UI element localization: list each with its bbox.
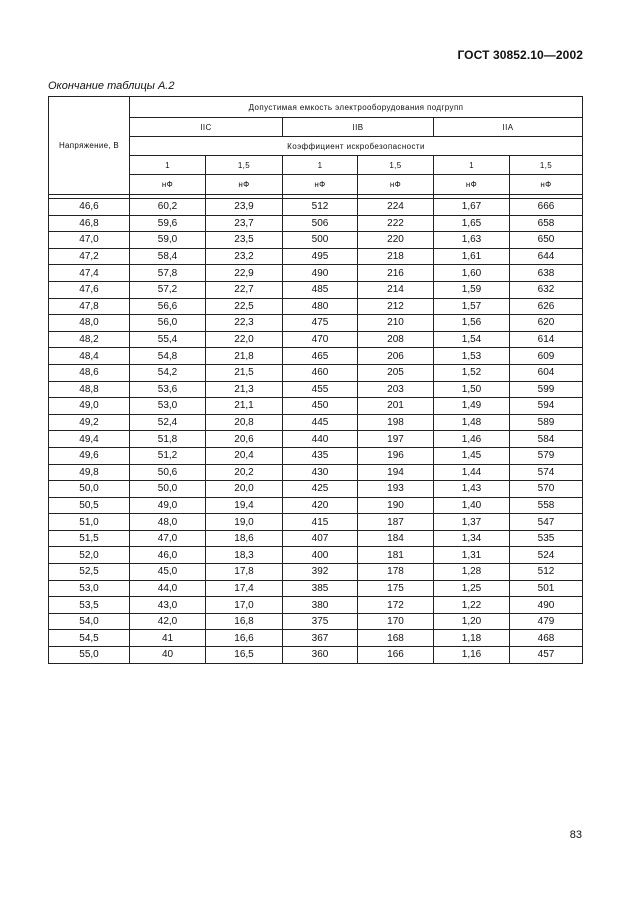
table-row bbox=[49, 630, 583, 647]
voltage-cell: 47,0 bbox=[49, 232, 130, 249]
capacity-header: Допустимая емкость электрооборудования подгрупп bbox=[130, 97, 583, 118]
iib-1-5-cell: 201 bbox=[358, 398, 434, 415]
iic-1-5-cell: 19,4 bbox=[206, 497, 283, 514]
group-header-iia: IIA bbox=[434, 118, 583, 137]
iia-1-cell: 1,37 bbox=[434, 514, 510, 531]
iia-1-cell: 1,60 bbox=[434, 265, 510, 282]
iia-1-5-cell: 650 bbox=[510, 232, 583, 249]
iia-1-cell: 1,65 bbox=[434, 215, 510, 232]
iib-1-cell: 425 bbox=[283, 481, 358, 498]
iib-1-cell: 500 bbox=[283, 232, 358, 249]
unit-label: нФ bbox=[206, 175, 283, 195]
iia-1-5-cell: 584 bbox=[510, 431, 583, 448]
unit-label: нФ bbox=[130, 175, 206, 195]
iib-1-cell: 470 bbox=[283, 331, 358, 348]
iib-1-5-cell: 175 bbox=[358, 580, 434, 597]
group-header-iib: IIB bbox=[283, 118, 434, 137]
iic-1-cell: 49,0 bbox=[130, 497, 206, 514]
table-row bbox=[49, 613, 583, 630]
iia-1-cell: 1,59 bbox=[434, 281, 510, 298]
coef-value: 1 bbox=[130, 156, 206, 175]
coef-value: 1,5 bbox=[206, 156, 283, 175]
iia-1-5-cell: 479 bbox=[510, 613, 583, 630]
iib-1-5-cell: 218 bbox=[358, 248, 434, 265]
voltage-cell: 53,5 bbox=[49, 597, 130, 614]
table-row bbox=[49, 580, 583, 597]
iic-1-5-cell: 18,6 bbox=[206, 530, 283, 547]
table-row bbox=[49, 564, 583, 581]
iia-1-5-cell: 644 bbox=[510, 248, 583, 265]
iib-1-cell: 445 bbox=[283, 414, 358, 431]
iic-1-cell: 47,0 bbox=[130, 530, 206, 547]
iib-1-cell: 360 bbox=[283, 647, 358, 664]
iic-1-cell: 51,8 bbox=[130, 431, 206, 448]
table-body bbox=[49, 199, 583, 664]
voltage-cell: 50,5 bbox=[49, 497, 130, 514]
iic-1-cell: 53,6 bbox=[130, 381, 206, 398]
iib-1-5-cell: 178 bbox=[358, 564, 434, 581]
iic-1-cell: 44,0 bbox=[130, 580, 206, 597]
iic-1-cell: 42,0 bbox=[130, 613, 206, 630]
iia-1-5-cell: 594 bbox=[510, 398, 583, 415]
iic-1-cell: 57,2 bbox=[130, 281, 206, 298]
page-number: 83 bbox=[569, 829, 582, 841]
iib-1-5-cell: 170 bbox=[358, 613, 434, 630]
coef-value: 1,5 bbox=[510, 156, 583, 175]
iib-1-5-cell: 206 bbox=[358, 348, 434, 365]
voltage-cell: 46,8 bbox=[49, 215, 130, 232]
iia-1-cell: 1,45 bbox=[434, 447, 510, 464]
iic-1-cell: 56,6 bbox=[130, 298, 206, 315]
iib-1-5-cell: 210 bbox=[358, 315, 434, 332]
iic-1-cell: 60,2 bbox=[130, 199, 206, 216]
iia-1-5-cell: 589 bbox=[510, 414, 583, 431]
iib-1-cell: 475 bbox=[283, 315, 358, 332]
iic-1-5-cell: 22,9 bbox=[206, 265, 283, 282]
iic-1-5-cell: 16,5 bbox=[206, 647, 283, 664]
iib-1-cell: 485 bbox=[283, 281, 358, 298]
voltage-cell: 49,6 bbox=[49, 447, 130, 464]
iic-1-cell: 59,6 bbox=[130, 215, 206, 232]
voltage-cell: 52,0 bbox=[49, 547, 130, 564]
iia-1-cell: 1,22 bbox=[434, 597, 510, 614]
capacity-table bbox=[48, 96, 583, 664]
iic-1-cell: 57,8 bbox=[130, 265, 206, 282]
coef-value: 1 bbox=[283, 156, 358, 175]
voltage-cell: 47,4 bbox=[49, 265, 130, 282]
iic-1-cell: 41 bbox=[130, 630, 206, 647]
iia-1-5-cell: 512 bbox=[510, 564, 583, 581]
iia-1-cell: 1,18 bbox=[434, 630, 510, 647]
iib-1-cell: 367 bbox=[283, 630, 358, 647]
unit-label: нФ bbox=[358, 175, 434, 195]
iib-1-cell: 430 bbox=[283, 464, 358, 481]
iic-1-cell: 40 bbox=[130, 647, 206, 664]
iic-1-5-cell: 21,3 bbox=[206, 381, 283, 398]
iic-1-5-cell: 20,0 bbox=[206, 481, 283, 498]
iib-1-5-cell: 187 bbox=[358, 514, 434, 531]
iia-1-cell: 1,54 bbox=[434, 331, 510, 348]
iic-1-5-cell: 23,7 bbox=[206, 215, 283, 232]
iib-1-5-cell: 166 bbox=[358, 647, 434, 664]
iic-1-5-cell: 16,8 bbox=[206, 613, 283, 630]
iib-1-5-cell: 197 bbox=[358, 431, 434, 448]
iib-1-5-cell: 220 bbox=[358, 232, 434, 249]
table-row bbox=[49, 232, 583, 249]
iia-1-cell: 1,46 bbox=[434, 431, 510, 448]
table-row bbox=[49, 364, 583, 381]
table-row bbox=[49, 199, 583, 216]
table-row bbox=[49, 215, 583, 232]
iic-1-5-cell: 23,9 bbox=[206, 199, 283, 216]
iic-1-cell: 50,0 bbox=[130, 481, 206, 498]
coef-value: 1,5 bbox=[358, 156, 434, 175]
iia-1-cell: 1,44 bbox=[434, 464, 510, 481]
voltage-cell: 48,6 bbox=[49, 364, 130, 381]
iia-1-cell: 1,53 bbox=[434, 348, 510, 365]
iib-1-cell: 435 bbox=[283, 447, 358, 464]
iia-1-cell: 1,20 bbox=[434, 613, 510, 630]
iia-1-5-cell: 666 bbox=[510, 199, 583, 216]
iib-1-cell: 407 bbox=[283, 530, 358, 547]
iia-1-5-cell: 535 bbox=[510, 530, 583, 547]
iic-1-cell: 51,2 bbox=[130, 447, 206, 464]
iib-1-5-cell: 212 bbox=[358, 298, 434, 315]
iib-1-5-cell: 194 bbox=[358, 464, 434, 481]
iic-1-5-cell: 22,0 bbox=[206, 331, 283, 348]
iib-1-5-cell: 184 bbox=[358, 530, 434, 547]
iib-1-5-cell: 224 bbox=[358, 199, 434, 216]
iia-1-cell: 1,50 bbox=[434, 381, 510, 398]
iib-1-cell: 465 bbox=[283, 348, 358, 365]
coef-value: 1 bbox=[434, 156, 510, 175]
voltage-cell: 47,8 bbox=[49, 298, 130, 315]
iib-1-5-cell: 216 bbox=[358, 265, 434, 282]
iib-1-cell: 380 bbox=[283, 597, 358, 614]
iic-1-5-cell: 22,3 bbox=[206, 315, 283, 332]
unit-label: нФ bbox=[434, 175, 510, 195]
iia-1-cell: 1,67 bbox=[434, 199, 510, 216]
voltage-cell: 51,0 bbox=[49, 514, 130, 531]
voltage-cell: 48,8 bbox=[49, 381, 130, 398]
iic-1-5-cell: 21,8 bbox=[206, 348, 283, 365]
iib-1-5-cell: 193 bbox=[358, 481, 434, 498]
iia-1-5-cell: 614 bbox=[510, 331, 583, 348]
iia-1-5-cell: 524 bbox=[510, 547, 583, 564]
voltage-cell: 49,0 bbox=[49, 398, 130, 415]
iic-1-5-cell: 21,5 bbox=[206, 364, 283, 381]
table-row bbox=[49, 464, 583, 481]
table-row bbox=[49, 381, 583, 398]
iia-1-5-cell: 599 bbox=[510, 381, 583, 398]
iia-1-5-cell: 501 bbox=[510, 580, 583, 597]
voltage-cell: 47,6 bbox=[49, 281, 130, 298]
iib-1-cell: 450 bbox=[283, 398, 358, 415]
table-row bbox=[49, 647, 583, 664]
iic-1-5-cell: 19,0 bbox=[206, 514, 283, 531]
iic-1-cell: 54,8 bbox=[130, 348, 206, 365]
iib-1-cell: 392 bbox=[283, 564, 358, 581]
voltage-cell: 50,0 bbox=[49, 481, 130, 498]
iia-1-5-cell: 658 bbox=[510, 215, 583, 232]
iib-1-5-cell: 214 bbox=[358, 281, 434, 298]
document-code: ГОСТ 30852.10—2002 bbox=[457, 48, 583, 62]
table-row bbox=[49, 414, 583, 431]
iia-1-cell: 1,61 bbox=[434, 248, 510, 265]
iib-1-cell: 480 bbox=[283, 298, 358, 315]
voltage-cell: 49,2 bbox=[49, 414, 130, 431]
iic-1-5-cell: 20,4 bbox=[206, 447, 283, 464]
table-row bbox=[49, 497, 583, 514]
iib-1-cell: 460 bbox=[283, 364, 358, 381]
table-row bbox=[49, 431, 583, 448]
table-header bbox=[49, 97, 583, 199]
table-row bbox=[49, 265, 583, 282]
table-row bbox=[49, 597, 583, 614]
iib-1-cell: 512 bbox=[283, 199, 358, 216]
iia-1-5-cell: 468 bbox=[510, 630, 583, 647]
iic-1-5-cell: 21,1 bbox=[206, 398, 283, 415]
table-row bbox=[49, 481, 583, 498]
iic-1-cell: 46,0 bbox=[130, 547, 206, 564]
voltage-cell: 48,4 bbox=[49, 348, 130, 365]
coef-header: Коэффициент искробезопасности bbox=[130, 137, 583, 156]
iia-1-5-cell: 490 bbox=[510, 597, 583, 614]
voltage-cell: 52,5 bbox=[49, 564, 130, 581]
iia-1-5-cell: 558 bbox=[510, 497, 583, 514]
iia-1-cell: 1,56 bbox=[434, 315, 510, 332]
iia-1-5-cell: 570 bbox=[510, 481, 583, 498]
iic-1-cell: 52,4 bbox=[130, 414, 206, 431]
iic-1-5-cell: 23,5 bbox=[206, 232, 283, 249]
table-row bbox=[49, 398, 583, 415]
voltage-cell: 49,4 bbox=[49, 431, 130, 448]
voltage-cell: 54,5 bbox=[49, 630, 130, 647]
iib-1-cell: 415 bbox=[283, 514, 358, 531]
iic-1-cell: 53,0 bbox=[130, 398, 206, 415]
iic-1-cell: 59,0 bbox=[130, 232, 206, 249]
iib-1-5-cell: 208 bbox=[358, 331, 434, 348]
iia-1-cell: 1,28 bbox=[434, 564, 510, 581]
iia-1-5-cell: 620 bbox=[510, 315, 583, 332]
iic-1-5-cell: 17,8 bbox=[206, 564, 283, 581]
iib-1-cell: 490 bbox=[283, 265, 358, 282]
voltage-header: Напряжение, В bbox=[49, 97, 130, 195]
iia-1-5-cell: 626 bbox=[510, 298, 583, 315]
iia-1-5-cell: 579 bbox=[510, 447, 583, 464]
table-row bbox=[49, 298, 583, 315]
iia-1-5-cell: 604 bbox=[510, 364, 583, 381]
iic-1-cell: 50,6 bbox=[130, 464, 206, 481]
iic-1-5-cell: 17,0 bbox=[206, 597, 283, 614]
iib-1-5-cell: 198 bbox=[358, 414, 434, 431]
unit-label: нФ bbox=[510, 175, 583, 195]
iia-1-cell: 1,40 bbox=[434, 497, 510, 514]
iia-1-cell: 1,25 bbox=[434, 580, 510, 597]
table-row bbox=[49, 547, 583, 564]
voltage-cell: 48,0 bbox=[49, 315, 130, 332]
iib-1-cell: 506 bbox=[283, 215, 358, 232]
iia-1-cell: 1,43 bbox=[434, 481, 510, 498]
iia-1-5-cell: 609 bbox=[510, 348, 583, 365]
iic-1-5-cell: 18,3 bbox=[206, 547, 283, 564]
iib-1-5-cell: 168 bbox=[358, 630, 434, 647]
iib-1-5-cell: 190 bbox=[358, 497, 434, 514]
iib-1-5-cell: 203 bbox=[358, 381, 434, 398]
table-row bbox=[49, 514, 583, 531]
iib-1-5-cell: 196 bbox=[358, 447, 434, 464]
iic-1-5-cell: 23,2 bbox=[206, 248, 283, 265]
iic-1-5-cell: 17,4 bbox=[206, 580, 283, 597]
table-row bbox=[49, 447, 583, 464]
iia-1-5-cell: 638 bbox=[510, 265, 583, 282]
iib-1-cell: 375 bbox=[283, 613, 358, 630]
table-row bbox=[49, 315, 583, 332]
group-header-iic: IIC bbox=[130, 118, 283, 137]
iia-1-5-cell: 574 bbox=[510, 464, 583, 481]
iic-1-5-cell: 20,8 bbox=[206, 414, 283, 431]
iia-1-cell: 1,52 bbox=[434, 364, 510, 381]
iia-1-cell: 1,16 bbox=[434, 647, 510, 664]
iib-1-5-cell: 205 bbox=[358, 364, 434, 381]
iia-1-cell: 1,31 bbox=[434, 547, 510, 564]
iic-1-5-cell: 20,6 bbox=[206, 431, 283, 448]
iia-1-cell: 1,34 bbox=[434, 530, 510, 547]
iib-1-5-cell: 181 bbox=[358, 547, 434, 564]
iic-1-5-cell: 22,5 bbox=[206, 298, 283, 315]
iic-1-cell: 55,4 bbox=[130, 331, 206, 348]
iia-1-cell: 1,49 bbox=[434, 398, 510, 415]
iic-1-5-cell: 16,6 bbox=[206, 630, 283, 647]
table-row bbox=[49, 281, 583, 298]
iic-1-cell: 54,2 bbox=[130, 364, 206, 381]
table-row bbox=[49, 331, 583, 348]
iic-1-cell: 45,0 bbox=[130, 564, 206, 581]
iia-1-cell: 1,48 bbox=[434, 414, 510, 431]
iic-1-5-cell: 20,2 bbox=[206, 464, 283, 481]
voltage-cell: 46,6 bbox=[49, 199, 130, 216]
iib-1-5-cell: 222 bbox=[358, 215, 434, 232]
iib-1-cell: 385 bbox=[283, 580, 358, 597]
iic-1-cell: 56,0 bbox=[130, 315, 206, 332]
iia-1-cell: 1,63 bbox=[434, 232, 510, 249]
iia-1-5-cell: 632 bbox=[510, 281, 583, 298]
iib-1-cell: 495 bbox=[283, 248, 358, 265]
table-row bbox=[49, 248, 583, 265]
voltage-cell: 53,0 bbox=[49, 580, 130, 597]
table-row bbox=[49, 348, 583, 365]
iib-1-cell: 440 bbox=[283, 431, 358, 448]
voltage-cell: 48,2 bbox=[49, 331, 130, 348]
iia-1-5-cell: 457 bbox=[510, 647, 583, 664]
iic-1-cell: 43,0 bbox=[130, 597, 206, 614]
iia-1-cell: 1,57 bbox=[434, 298, 510, 315]
table-caption: Окончание таблицы А.2 bbox=[48, 80, 175, 92]
voltage-cell: 55,0 bbox=[49, 647, 130, 664]
voltage-cell: 49,8 bbox=[49, 464, 130, 481]
voltage-cell: 51,5 bbox=[49, 530, 130, 547]
iia-1-5-cell: 547 bbox=[510, 514, 583, 531]
iic-1-cell: 58,4 bbox=[130, 248, 206, 265]
iic-1-cell: 48,0 bbox=[130, 514, 206, 531]
voltage-cell: 54,0 bbox=[49, 613, 130, 630]
iib-1-cell: 420 bbox=[283, 497, 358, 514]
iib-1-5-cell: 172 bbox=[358, 597, 434, 614]
iic-1-5-cell: 22,7 bbox=[206, 281, 283, 298]
voltage-cell: 47,2 bbox=[49, 248, 130, 265]
unit-label: нФ bbox=[283, 175, 358, 195]
table-row bbox=[49, 530, 583, 547]
iib-1-cell: 455 bbox=[283, 381, 358, 398]
iib-1-cell: 400 bbox=[283, 547, 358, 564]
